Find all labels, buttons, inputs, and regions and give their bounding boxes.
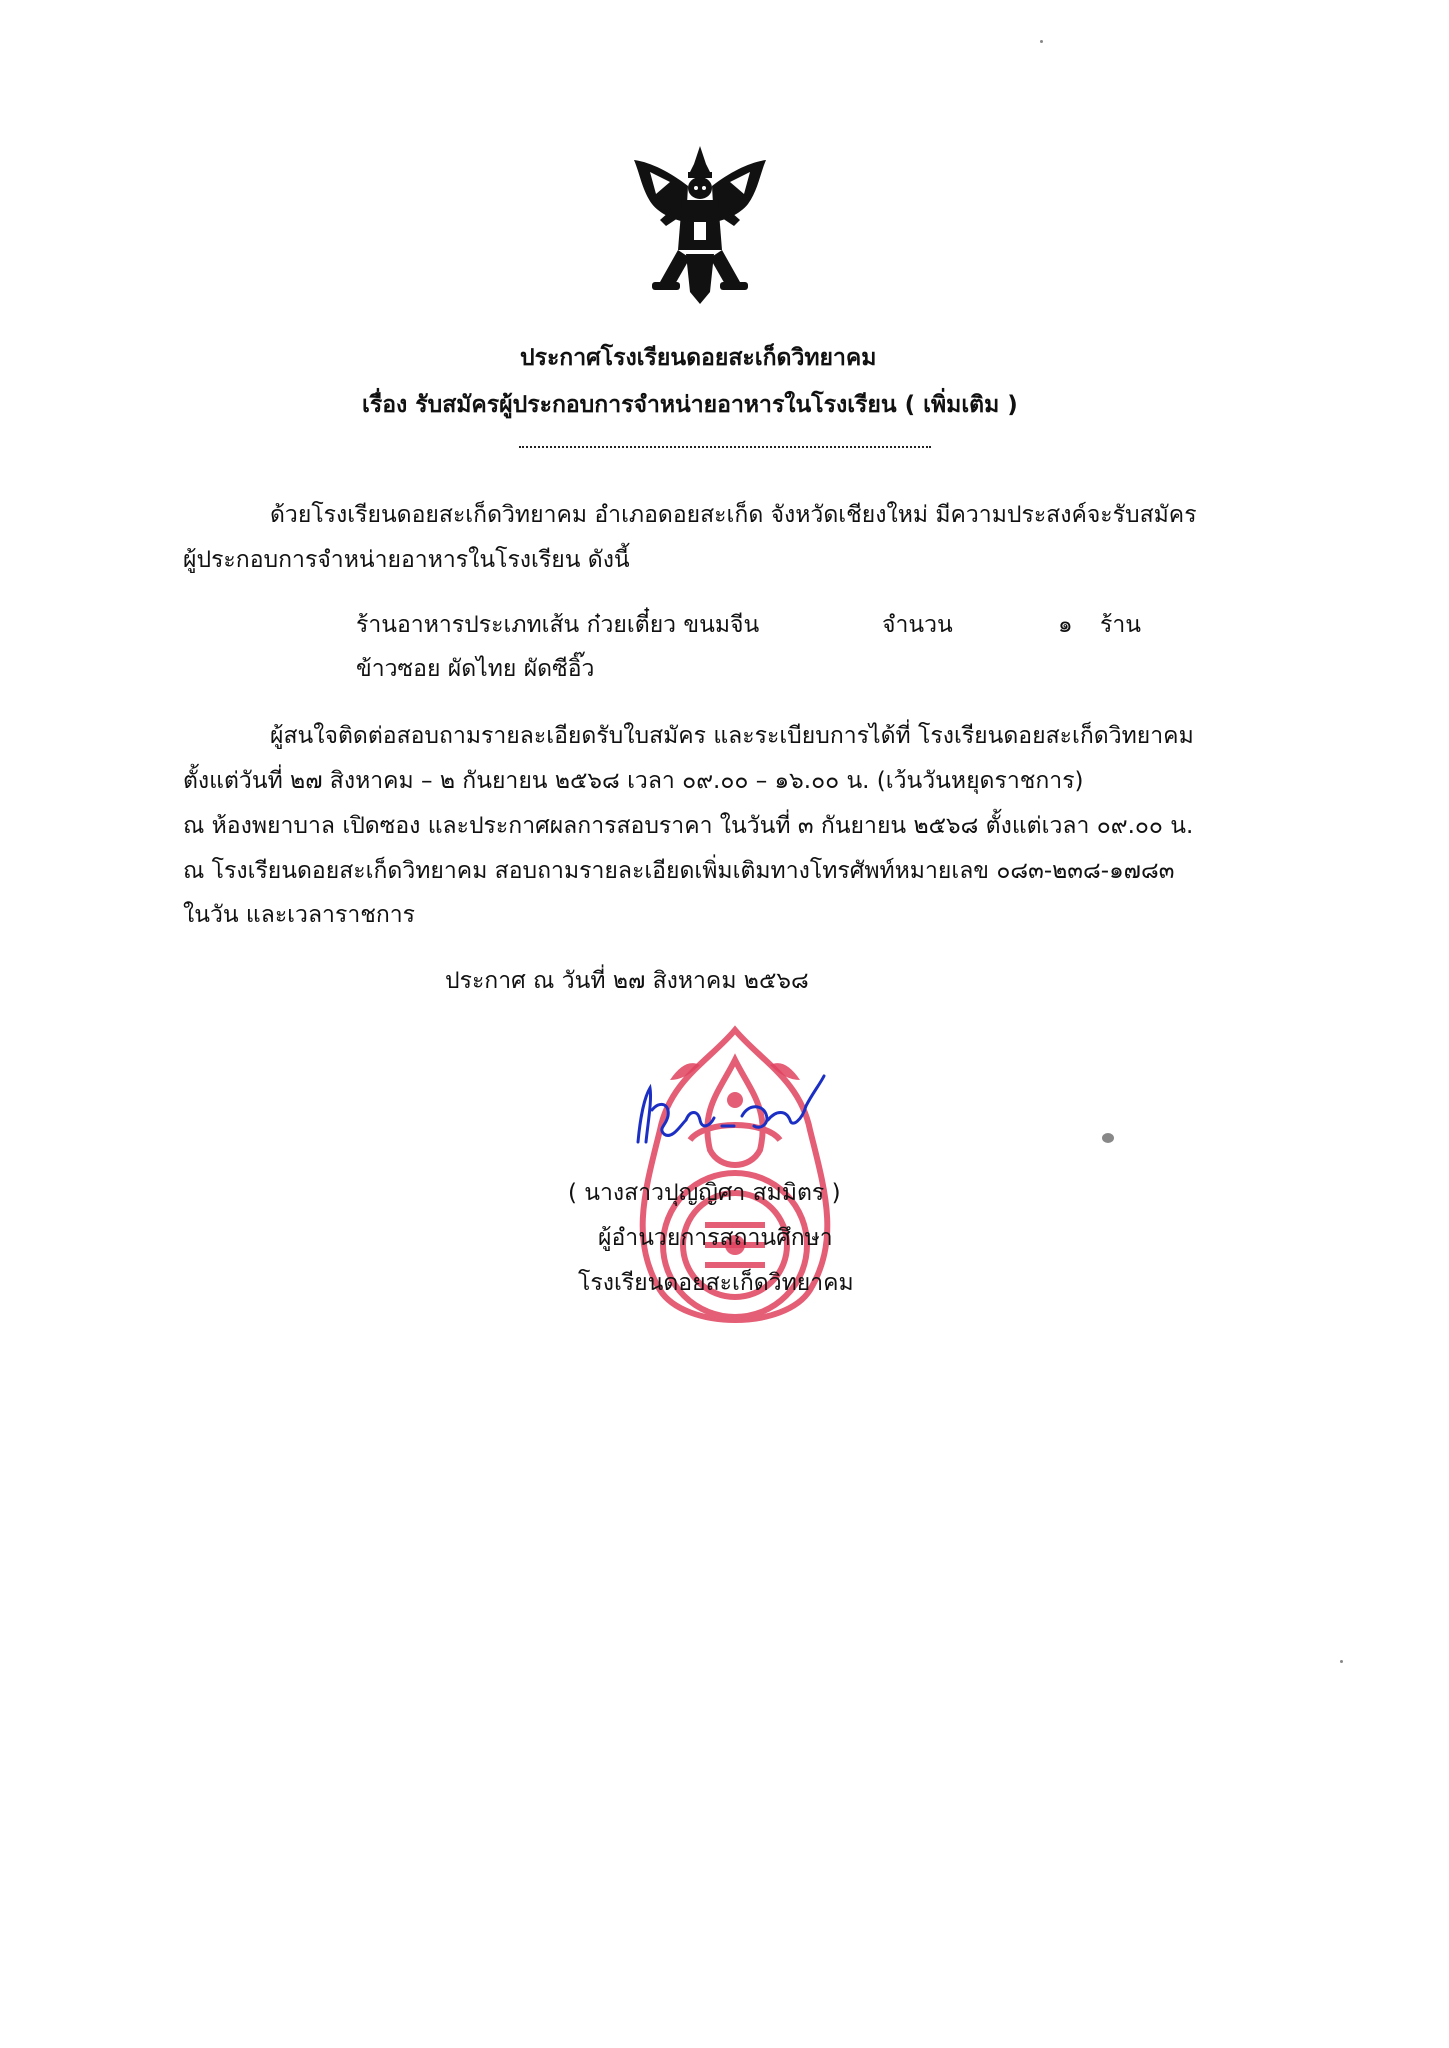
details-line-1: ผู้สนใจติดต่อสอบถามรายละเอียดรับใบสมัคร และระเบียบการได้ที่ โรงเรียนดอยสะเก็ดวิทยาคม bbox=[270, 723, 1194, 749]
item-qty-unit: ร้าน bbox=[1100, 612, 1141, 638]
details-line-4: ณ โรงเรียนดอยสะเก็ดวิทยาคม สอบถามรายละเอียดเพิ่มเติมทางโทรศัพท์หมายเลข ๐๘๓-๒๓๘-๑๗๘๓ bbox=[183, 858, 1175, 884]
scan-speck bbox=[1102, 1133, 1114, 1143]
item-name-line-1: ร้านอาหารประเภทเส้น ก๋วยเตี๋ยว ขนมจีน bbox=[356, 612, 760, 638]
handwritten-signature bbox=[630, 1070, 830, 1160]
details-line-3: ณ ห้องพยาบาล เปิดซอง และประกาศผลการสอบราคา ในวันที่ ๓ กันยายน ๒๕๖๘ ตั้งแต่เวลา ๐๙.๐๐ น. bbox=[183, 813, 1194, 839]
scan-speck bbox=[1040, 40, 1043, 43]
signatory-name: ( นางสาวปุญญิศา สมมิตร ) bbox=[568, 1180, 841, 1206]
header-divider bbox=[519, 446, 931, 448]
scan-speck bbox=[1340, 1660, 1343, 1663]
item-qty-value: ๑ bbox=[1058, 612, 1073, 638]
announcement-date: ประกาศ ณ วันที่ ๒๗ สิงหาคม ๒๕๖๘ bbox=[445, 968, 809, 994]
item-qty-label: จำนวน bbox=[882, 612, 953, 638]
item-name-line-2: ข้าวซอย ผัดไทย ผัดซีอิ๊ว bbox=[356, 656, 595, 682]
signatory-position: ผู้อำนวยการสถานศึกษา bbox=[598, 1225, 833, 1251]
intro-line-2: ผู้ประกอบการจำหน่ายอาหารในโรงเรียน ดังนี้ bbox=[183, 547, 630, 573]
signatory-organization: โรงเรียนดอยสะเก็ดวิทยาคม bbox=[578, 1270, 854, 1296]
document-title: ประกาศโรงเรียนดอยสะเก็ดวิทยาคม bbox=[520, 345, 877, 371]
intro-line-1: ด้วยโรงเรียนดอยสะเก็ดวิทยาคม อำเภอดอยสะเก็ด จังหวัดเชียงใหม่ มีความประสงค์จะรับสมัคร bbox=[270, 502, 1197, 528]
garuda-emblem-icon bbox=[630, 142, 770, 307]
details-line-5: ในวัน และเวลาราชการ bbox=[183, 902, 416, 928]
details-line-2: ตั้งแต่วันที่ ๒๗ สิงหาคม – ๒ กันยายน ๒๕๖๘ เวลา ๐๙.๐๐ – ๑๖.๐๐ น. (เว้นวันหยุดราชการ) bbox=[183, 768, 1084, 794]
document-subject: เรื่อง รับสมัครผู้ประกอบการจำหน่ายอาหารในโรงเรียน ( เพิ่มเติม ) bbox=[362, 392, 1018, 418]
